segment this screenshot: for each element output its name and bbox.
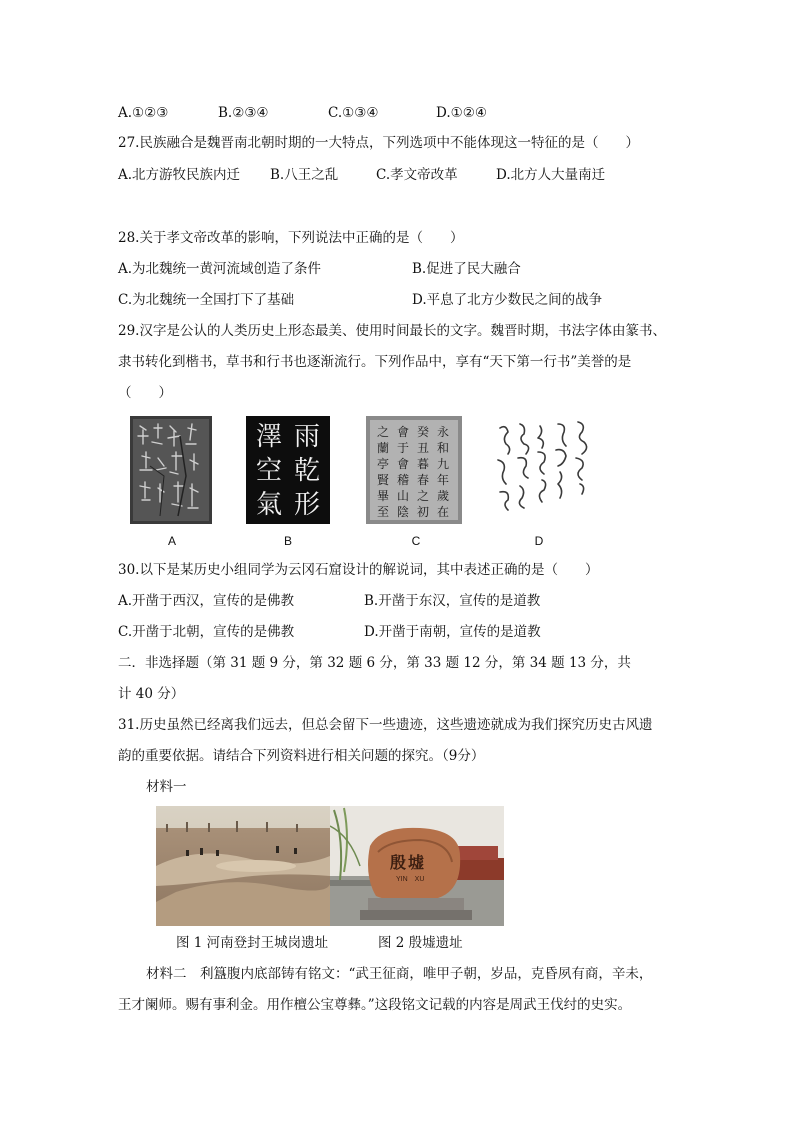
q27-stem: 27.民族融合是魏晋南北朝时期的一大特点，下列选项中不能体现这一特征的是（ ） [118,135,639,151]
q28-option-a: A.为北魏统一黄河流域创造了条件 [118,261,322,277]
calligraphy-image-d [488,416,602,526]
clerical-character: 會 [396,425,409,439]
section2-title-line-2: 计 40 分） [118,686,185,702]
stone-pinyin: YIN XU [396,876,425,883]
figure-2-caption: 图 2 殷墟遗址 [378,935,463,951]
clerical-character: 春 [416,473,429,487]
q30-stem: 30.以下是某历史小组同学为云冈石窟设计的解说词，其中表述正确的是（ ） [118,562,599,578]
clerical-character: 歲 [436,489,449,503]
q29-stem-line-1: 29.汉字是公认的人类历史上形态最美、使用时间最长的文字。魏晋时期，书法字体由篆书、 [118,323,666,339]
q26-option-d: D.①②④ [436,105,487,121]
q27-option-a: A.北方游牧民族内迁 [118,167,241,183]
q26-option-a: A.①②③ [118,105,169,121]
seal-character: 氣 [255,490,282,520]
clerical-character: 會 [396,457,409,471]
q27-option-d: D.北方人大量南迁 [496,167,606,183]
calligraphy-image-a [130,416,212,524]
calligraphy-image-b [246,416,330,524]
q26-option-c: C.①③④ [328,105,379,121]
figure-1-caption: 图 1 河南登封王城岗遗址 [176,935,329,951]
q28-stem: 28.关于孝文帝改革的影响，下列说法中正确的是（ ） [118,230,464,246]
figure-2-photo [330,806,504,926]
clerical-character: 山 [396,489,409,503]
clerical-character: 丑 [416,441,429,455]
clerical-character: 至 [376,505,389,519]
clerical-character: 陰 [396,505,409,519]
clerical-character: 之 [376,425,389,439]
q31-stem-line-2: 韵的重要依据。请结合下列资料进行相关问题的探究。（9分） [118,748,485,764]
calligraphy-image-c [366,416,462,524]
image-label-c: C [411,534,421,548]
seal-character: 澤 [255,422,282,452]
q26-option-b: B.②③④ [218,105,269,121]
q27-option-c: C.孝文帝改革 [376,167,458,183]
clerical-character: 年 [436,473,449,487]
section2-title-line-1: 二．非选择题（第 31 题 9 分，第 32 题 6 分，第 33 题 12 分，第 34 题 13 分，共 [118,655,631,671]
clerical-character: 亭 [376,457,389,471]
q29-stem-line-2: 隶书转化到楷书，草书和行书也逐渐流行。下列作品中，享有“天下第一行书”美誉的是 [118,354,632,370]
q28-option-b: B.促进了民大融合 [412,261,521,277]
clerical-character: 在 [436,505,449,519]
seal-character: 乾 [293,456,320,486]
clerical-character: 永 [436,425,449,439]
q30-option-a: A.开凿于西汉，宣传的是佛教 [118,593,295,609]
clerical-character: 暮 [416,457,429,471]
material2-line-1: 材料二 利簋腹内底部铸有铭文：“武王征商，唯甲子朝，岁品，克昏夙有商，辛未， [146,966,653,982]
q27-option-b: B.八王之乱 [270,167,339,183]
seal-character: 形 [293,490,320,520]
image-label-d: D [534,534,544,548]
material1-label: 材料一 [146,779,187,795]
q29-stem-line-3: （ ） [118,385,172,401]
q28-option-d: D.平息了北方少数民之间的战争 [412,292,603,308]
clerical-character: 九 [436,457,449,471]
clerical-character: 之 [416,489,429,503]
image-label-a: A [167,534,176,548]
figure-1-photo [156,806,330,926]
q30-option-c: C.开凿于北朝，宣传的是佛教 [118,624,295,640]
clerical-character: 稽 [396,473,409,487]
q28-option-c: C.为北魏统一全国打下了基础 [118,292,295,308]
seal-character: 空 [255,456,282,486]
stone-inscription: 殷墟 [390,853,427,872]
q30-option-b: B.开凿于东汉，宣传的是道教 [364,593,541,609]
q31-stem-line-1: 31.历史虽然已经离我们远去，但总会留下一些遗迹，这些遗迹就成为我们探究历史古风遗 [118,717,653,733]
image-label-b: B [283,534,292,548]
clerical-character: 癸 [416,425,429,439]
clerical-character: 初 [416,505,429,519]
clerical-character: 和 [436,441,449,455]
material2-line-2: 王才阑师。赐有事利金。用作檀公宝尊彝。”这段铭文记载的内容是周武王伐纣的史实。 [118,997,632,1013]
clerical-character: 賢 [376,473,389,487]
seal-character: 雨 [293,422,320,452]
clerical-character: 畢 [376,489,389,503]
q30-option-d: D.开凿于南朝，宣传的是道教 [364,624,541,640]
clerical-character: 蘭 [376,441,389,455]
clerical-character: 于 [396,441,409,455]
